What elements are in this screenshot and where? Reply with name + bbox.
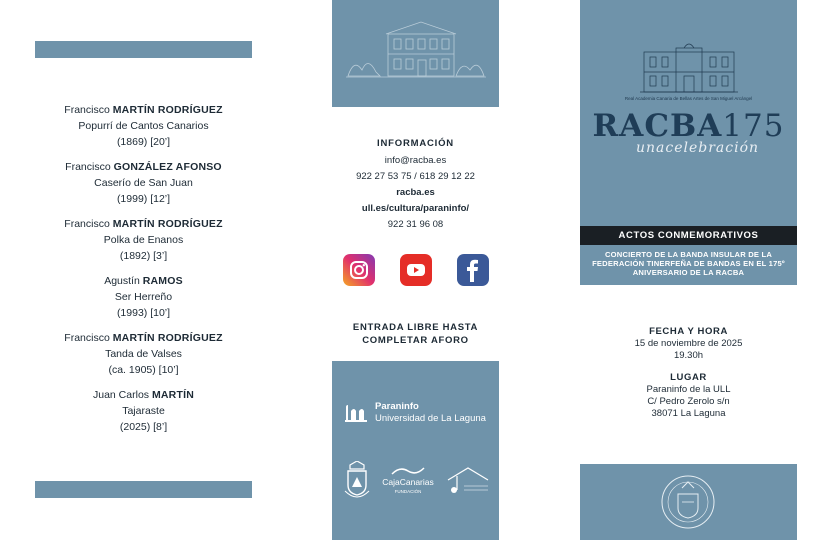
composer-last: GONZÁLEZ AFONSO	[113, 161, 222, 173]
piece-title: Polka de Enanos	[103, 234, 184, 246]
concert-title-line2: FEDERACIÓN TINERFEÑA DE BANDAS EN EL 175º	[592, 259, 785, 268]
piece-title: Caserío de San Juan	[94, 177, 193, 189]
left-top-bar	[35, 41, 252, 58]
piece-meta: (ca. 1905) [10’]	[108, 364, 179, 376]
academy-name: Real Academia Canaria de Bellas Artes de San Miguel Arcángel	[624, 96, 753, 101]
cover-panel	[580, 0, 797, 285]
venue-line2: C/ Pedro Zerolo s/n	[647, 396, 730, 407]
info-phone-paraninfo: 922 31 96 08	[387, 219, 444, 230]
program-item	[35, 102, 252, 150]
building-drawing	[332, 0, 499, 107]
composer-first: Francisco	[65, 161, 111, 173]
info-email[interactable]: info@racba.es	[384, 155, 447, 166]
concert-title	[580, 250, 797, 277]
cabildo-tenerife-logo	[342, 461, 372, 501]
piece-title: Ser Herreño	[114, 291, 173, 303]
info-heading: INFORMACIÓN	[377, 138, 454, 149]
sponsor-logos	[342, 461, 492, 501]
event-time: 19.30h	[673, 350, 704, 361]
building-illustration	[332, 0, 499, 107]
instagram-icon[interactable]	[343, 254, 375, 286]
composer	[35, 102, 252, 118]
info-phones: 922 27 53 75 / 618 29 12 22	[356, 171, 475, 182]
free-entry-line2: COMPLETAR AFORO	[362, 335, 469, 346]
academy-seal-icon	[580, 464, 797, 540]
brand-word: RACBA	[592, 108, 723, 144]
piece-title: Tajaraste	[122, 405, 165, 417]
actos-band: ACTOS CONMEMORATIVOS	[580, 226, 797, 245]
instagram-glyph	[348, 259, 370, 281]
composer	[35, 216, 252, 232]
date-heading: FECHA Y HORA	[649, 326, 728, 337]
program-item	[35, 159, 252, 207]
cajacanarias-logo	[382, 466, 434, 496]
composer-last: MARTÍN	[151, 389, 194, 401]
program-item	[35, 216, 252, 264]
program-list	[35, 102, 252, 444]
program-item	[35, 387, 252, 435]
cajacanarias-sub: FUNDACIÓN	[394, 489, 422, 494]
federacion-bandas-logo	[444, 466, 492, 496]
piece-meta: (1869) [20’]	[116, 136, 171, 148]
left-bottom-bar	[35, 481, 252, 498]
composer-last: MARTÍN RODRÍGUEZ	[112, 218, 223, 230]
composer	[35, 387, 252, 403]
info-web-racba[interactable]: racba.es	[396, 187, 435, 198]
piece-meta: (1892) [3’]	[119, 250, 168, 262]
facebook-icon[interactable]	[457, 254, 489, 286]
venue-line3: 38071 La Laguna	[651, 408, 726, 419]
paraninfo-subtitle: Universidad de La Laguna	[375, 413, 486, 424]
composer-last: MARTÍN RODRÍGUEZ	[112, 332, 223, 344]
tagline-una: una	[635, 140, 666, 156]
info-web-ull[interactable]: ull.es/cultura/paraninfo/	[361, 203, 470, 214]
composer-last: MARTÍN RODRÍGUEZ	[112, 104, 223, 116]
program-item	[35, 330, 252, 378]
youtube-glyph	[406, 262, 426, 278]
brand-number: 175	[722, 108, 785, 144]
paraninfo-name: Paraninfo	[375, 401, 419, 412]
composer	[35, 273, 252, 289]
cajacanarias-name: CajaCanarias	[382, 477, 434, 487]
info-block	[332, 136, 499, 233]
sponsor-panel	[332, 361, 499, 540]
piece-title: Tanda de Valses	[105, 348, 182, 360]
free-entry-line1: ENTRADA LIBRE HASTA	[352, 322, 479, 333]
brand-logo	[580, 108, 797, 156]
concert-title-line3: ANIVERSARIO DE LA RACBA	[632, 268, 745, 277]
venue-line1: Paraninfo de la ULL	[646, 384, 731, 395]
paraninfo-mark-icon	[344, 403, 368, 423]
venue-heading: LUGAR	[670, 372, 707, 383]
cajacanarias-wave-icon	[390, 466, 426, 476]
event-details	[580, 326, 797, 420]
youtube-icon[interactable]	[400, 254, 432, 286]
free-entry-note	[332, 321, 499, 347]
composer	[35, 330, 252, 346]
event-date: 15 de noviembre de 2025	[634, 338, 743, 349]
composer-first: Francisco	[64, 104, 110, 116]
composer-last: RAMOS	[142, 275, 183, 287]
composer-first: Juan Carlos	[93, 389, 150, 401]
social-links	[343, 254, 489, 286]
piece-meta: (2025) [8’]	[119, 421, 168, 433]
program-item	[35, 273, 252, 321]
piece-meta: (1999) [12’]	[116, 193, 171, 205]
tagline-celebracion: celebración	[665, 140, 760, 156]
composer-first: Agustín	[104, 275, 140, 287]
piece-meta: (1993) [10’]	[116, 307, 171, 319]
paraninfo-logo	[344, 401, 486, 425]
composer-first: Francisco	[64, 218, 110, 230]
seal-panel	[580, 464, 797, 540]
academy-building-drawing	[580, 0, 797, 96]
composer-first: Francisco	[64, 332, 110, 344]
facebook-glyph	[462, 258, 484, 282]
piece-title: Popurrí de Cantos Canarios	[78, 120, 209, 132]
composer	[35, 159, 252, 175]
concert-title-line1: CONCIERTO DE LA BANDA INSULAR DE LA	[604, 250, 773, 259]
